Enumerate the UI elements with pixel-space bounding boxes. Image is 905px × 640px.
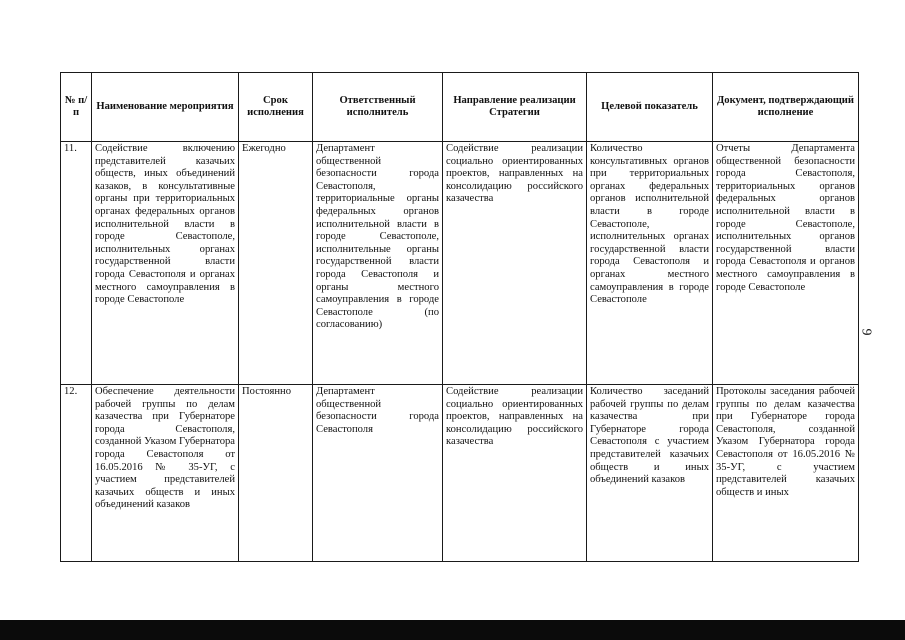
measures-table [60,72,859,562]
cell-direction: Содействие реализации социально ориентированных проектов, направленных на консолидацию российского казачества [443,142,587,385]
header-name: Наименование мероприятия [92,73,239,142]
header-direction: Направление реализации Стратегии [443,73,587,142]
cell-indicator: Количество консультативных органов при территориальных органах федеральных органов исполнительной власти в городе Севастополе, исполнительных органах государственной власти города Севастополя и органах местного самоуправления в городе Севастополе [587,142,713,385]
table-row [61,385,859,562]
cell-name: Обеспечение деятельности рабочей группы по делам казачества при Губернаторе города Севастополя, созданной Указом Губернатора города Севастополя от 16.05.2016 № 35-УГ, с участием представителей казачьих обществ и иных объединений казаков [92,385,239,562]
cell-name: Содействие включению представителей казачьих обществ, иных объединений казаков, в консультативные органы при территориальных органах федеральных органов исполнительной власти в городе Севастополе, исполнительных органах государственной власти города Севастополя и органах местного самоуправления в городе Севастополе [92,142,239,385]
cell-executor: Департамент общественной безопасности города Севастополя, территориальные органы федеральных органов исполнительной власти в городе Севастополе, исполнительные органы государственной власти города Севастополя и органы местного самоуправления в городе Севастополе (по согласованию) [313,142,443,385]
header-executor: Ответственный исполнитель [313,73,443,142]
cell-direction: Содействие реализации социально ориентированных проектов, направленных на консолидацию российского казачества [443,385,587,562]
cell-document: Отчеты Департамента общественной безопасности города Севастополя, территориальных органов федеральных органов исполнительной власти в городе Севастополе, исполнительных органов государственной власти города Севастополя и органов местного самоуправления в городе Севастополе [713,142,859,385]
header-document: Документ, подтверждающий исполнение [713,73,859,142]
table-header-row [61,73,859,142]
header-indicator: Целевой показатель [587,73,713,142]
cell-document: Протоколы заседания рабочей группы по делам казачества при Губернаторе города Севастополя, созданной Указом Губернатора города Севастополя от 16.05.2016 № 35-УГ, с участием представителей казачьих обществ и иных [713,385,859,562]
header-term: Срок исполнения [239,73,313,142]
cell-executor: Департамент общественной безопасности города Севастополя [313,385,443,562]
cell-term: Постоянно [239,385,313,562]
scan-edge-band [0,620,905,640]
header-num: № п/п [61,73,92,142]
cell-num: 12. [61,385,92,562]
cell-indicator: Количество заседаний рабочей группы по делам казачества при Губернаторе города Севастополя с участием представителей казачьих обществ и иных объединений казаков [587,385,713,562]
cell-num: 11. [61,142,92,385]
cell-term: Ежегодно [239,142,313,385]
page-number: 9 [858,328,874,336]
table-row [61,142,859,385]
